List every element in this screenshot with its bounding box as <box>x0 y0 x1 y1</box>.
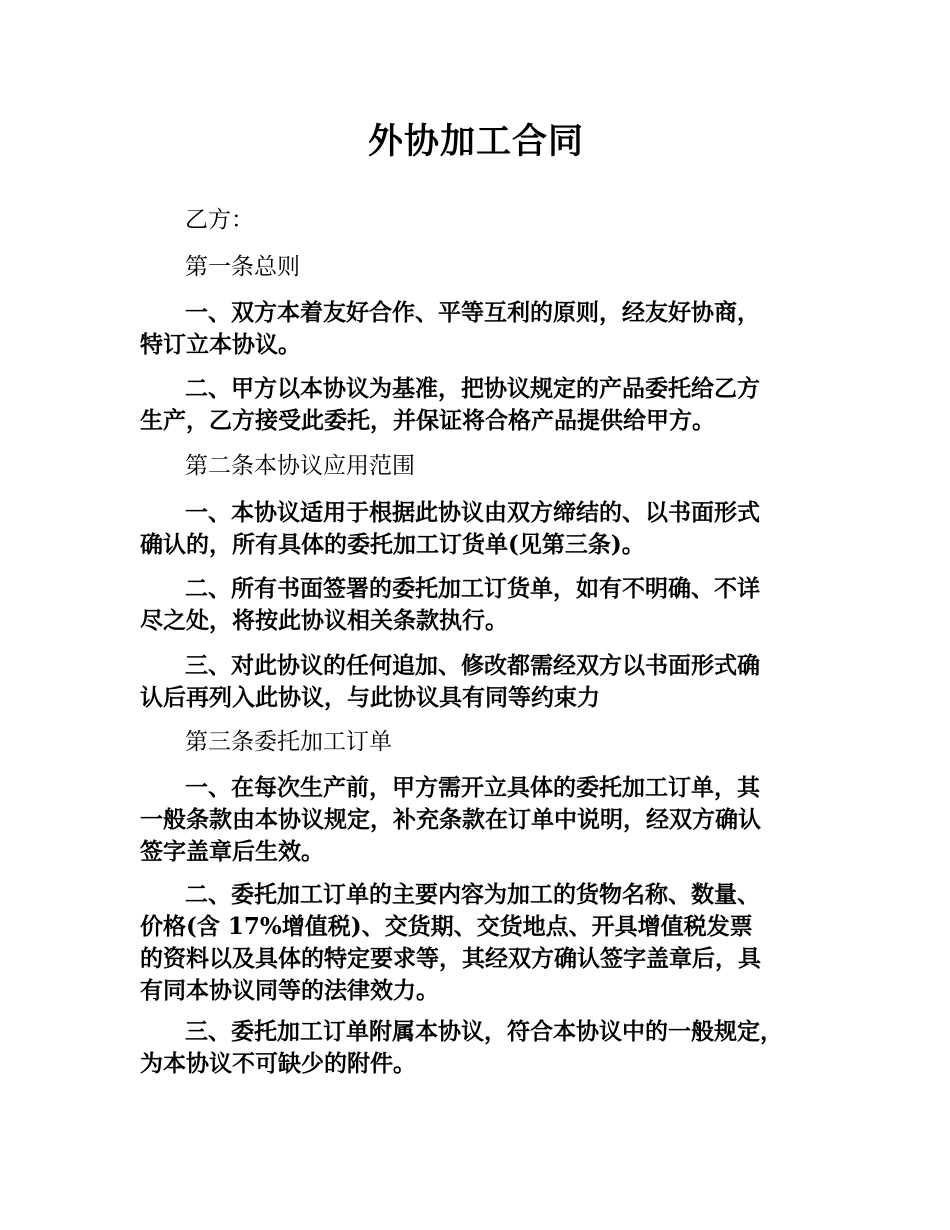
paragraph-line: 二、甲方以本协议为基准，把协议规定的产品委托给乙方 <box>185 375 760 402</box>
article-2-paragraph-1 <box>140 497 812 561</box>
paragraph-line: 二、委托加工订单的主要内容为加工的货物名称、数量、 <box>185 881 760 908</box>
paragraph-line: 为本协议不可缺少的附件。 <box>140 1050 416 1077</box>
paragraph-line: 的资料以及具体的特定要求等，其经双方确认签字盖章后，具 <box>140 945 761 972</box>
article-2-paragraph-2 <box>140 573 812 637</box>
article-2-heading: 第二条本协议应用范围 <box>185 453 415 479</box>
paragraph-line: 一、本协议适用于根据此协议由双方缔结的、以书面形式 <box>185 499 760 526</box>
paragraph-line: 有同本协议同等的法律效力。 <box>140 977 439 1004</box>
paragraph-line: 签字盖章后生效。 <box>140 838 324 865</box>
paragraph-line: 二、所有书面签署的委托加工订货单，如有不明确、不详 <box>185 575 760 602</box>
paragraph-line: 一、双方本着友好合作、平等互利的原则，经友好协商， <box>185 299 760 326</box>
article-3-paragraph-3 <box>140 1016 812 1080</box>
article-3-heading: 第三条委托加工订单 <box>185 729 392 755</box>
paragraph-line: 一般条款由本协议规定，补充条款在订单中说明，经双方确认 <box>140 806 761 833</box>
paragraph-line: 尽之处，将按此协议相关条款执行。 <box>140 607 508 634</box>
article-3-paragraph-2 <box>140 879 812 1007</box>
paragraph-line: 特订立本协议。 <box>140 331 301 358</box>
paragraph-line: 认后再列入此协议，与此协议具有同等约束力 <box>140 684 600 711</box>
article-1-heading: 第一条总则 <box>185 254 300 280</box>
article-1-paragraph-1 <box>140 297 812 361</box>
paragraph-line: 生产，乙方接受此委托，并保证将合格产品提供给甲方。 <box>140 407 715 434</box>
party-b-label: 乙方： <box>185 207 254 233</box>
article-3-paragraph-1 <box>140 772 812 868</box>
paragraph-line: 确认的，所有具体的委托加工订货单(见第三条)。 <box>140 531 645 558</box>
paragraph-line: 三、委托加工订单附属本协议，符合本协议中的一般规定， <box>185 1018 783 1045</box>
paragraph-line: 一、在每次生产前，甲方需开立具体的委托加工订单，其 <box>185 774 760 801</box>
document-title: 外协加工合同 <box>367 121 584 162</box>
paragraph-line: 价格(含 17%增值税)、交货期、交货地点、开具增值税发票 <box>140 913 753 940</box>
article-2-paragraph-3 <box>140 650 812 714</box>
article-1-paragraph-2 <box>140 373 812 437</box>
paragraph-line: 三、对此协议的任何追加、修改都需经双方以书面形式确 <box>185 652 760 679</box>
